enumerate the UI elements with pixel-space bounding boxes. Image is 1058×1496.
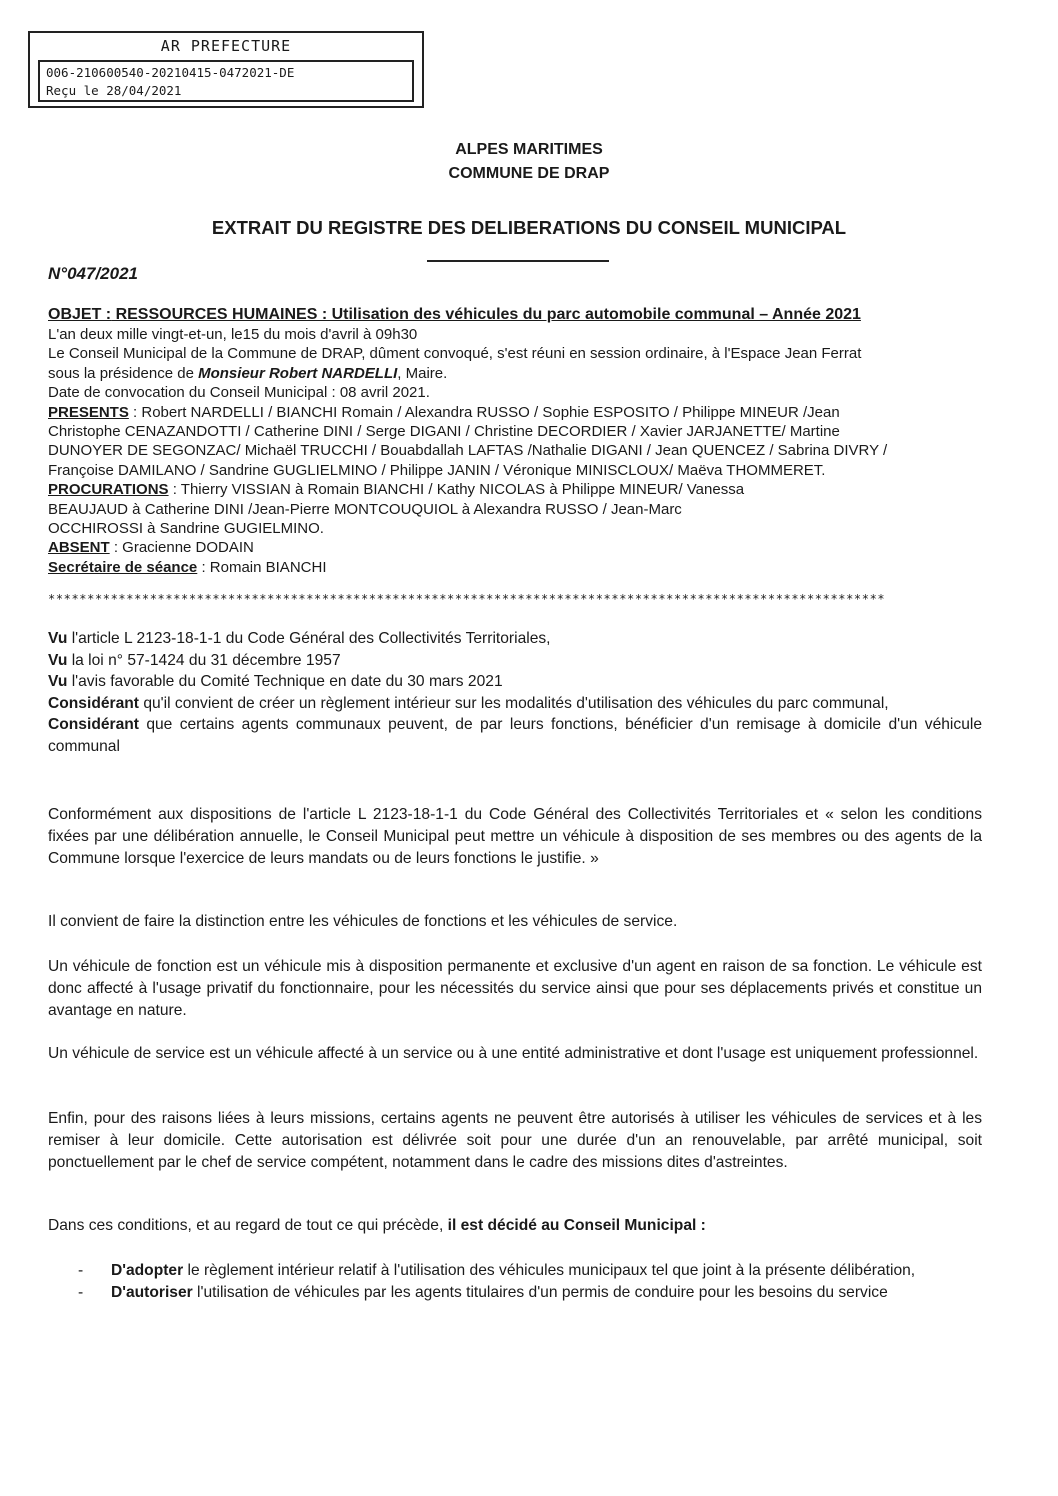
procurations-line (48, 480, 982, 499)
body-paragraph: Un véhicule de fonction est un véhicule mis à disposition permanente et exclusive d'un agent en raison de sa fonction. Le véhicule est donc affecté à l'usage privatif du fonctionnaire, pour les nécessités du service ainsi que pour ses déplacements privés et constitue un avantage en nature. (48, 958, 982, 1019)
presents-line: Christophe CENAZANDOTTI / Catherine DINI / Serge DIGANI / Christine DECORDIER / Xavier JARJANETTE/ Martine (48, 423, 840, 441)
presents-line: DUNOYER DE SEGONZAC/ Michaël TRUCCHI / Bouabdallah LAFTAS /Nathalie DIGANI / Jean QUENCEZ / Sabrina DIVRY / (48, 442, 888, 460)
bullet-dash: - (78, 1262, 84, 1279)
visa-line (48, 650, 982, 672)
decision-item-text: l'utilisation de véhicules par les agents titulaires d'un permis de conduire pour les besoins du service (192, 1284, 888, 1301)
mayor-name: Monsieur Robert NARDELLI (198, 364, 398, 382)
visa-keyword: Considérant (48, 716, 139, 733)
bullet-dash: - (78, 1284, 84, 1301)
absent-label: ABSENT (48, 539, 110, 557)
visas-block (48, 628, 982, 757)
visa-text: qu'il convient de créer un règlement intérieur sur les modalités d'utilisation des véhicules du parc communal, (138, 694, 889, 712)
presents-line (48, 403, 982, 422)
intro-line: Le Conseil Municipal de la Commune de DRAP, dûment convoqué, s'est réuni en session ordinaire, à l'Espace Jean Ferrat (48, 345, 862, 363)
separator-stars: *********************************************************************************************************** (48, 592, 886, 606)
document-title: EXTRAIT DU REGISTRE DES DELIBERATIONS DU CONSEIL MUNICIPAL (211, 217, 847, 238)
decision-intro (48, 1215, 982, 1237)
prefecture-stamp (28, 31, 424, 108)
deliberation-number: N°047/2021 (48, 264, 138, 283)
convocation-date: Date de convocation du Conseil Municipal : 08 avril 2021. (48, 384, 430, 402)
secretaire-line (48, 558, 982, 577)
stamp-details (38, 60, 414, 102)
absent-line (48, 538, 982, 557)
decision-verb: D'autoriser (111, 1284, 193, 1301)
secretaire-text: : Romain BIANCHI (197, 558, 327, 576)
deliberation-header-block (48, 305, 982, 577)
visa-keyword: Vu (48, 630, 68, 647)
decision-verb: D'adopter (111, 1262, 184, 1279)
visa-text: la loi n° 57-1424 du 31 décembre 1957 (67, 651, 341, 669)
title-divider (427, 260, 609, 262)
decision-text: Dans ces conditions, et au regard de tout ce qui précède, (48, 1217, 448, 1234)
decision-list (48, 1260, 982, 1304)
body-paragraph: Enfin, pour des raisons liées à leurs missions, certains agents ne peuvent être autorisés à utiliser les véhicules de services et à les remiser à leur domicile. Cette autorisation est délivrée soit pour une durée d'un an renouvelable, par arrêté municipal, soit ponctuellement par le chef de service compétent, notamment dans le cadre des missions dites d'astreintes. (48, 1110, 982, 1171)
visa-line (48, 714, 982, 757)
objet-line (48, 305, 982, 325)
department-heading: ALPES MARITIMES (455, 141, 603, 158)
stamp-title: AR PREFECTURE (160, 37, 292, 55)
presents-line: Françoise DAMILANO / Sandrine GUGLIELMINO / Philippe JANIN / Véronique MINISCLOUX/ Maëva THOMMERET. (48, 461, 826, 479)
procurations-text: : Thierry VISSIAN à Romain BIANCHI / Kathy NICOLAS à Philippe MINEUR/ Vanessa (168, 481, 745, 499)
absent-text: : Gracienne DODAIN (109, 539, 254, 557)
intro-text: , Maire. (397, 364, 448, 382)
visa-line (48, 671, 982, 693)
procurations-label: PROCURATIONS (48, 481, 169, 499)
body-paragraph: Conformément aux dispositions de l'article L 2123-18-1-1 du Code Général des Collectivités Territoriales et « selon les conditions fixées par une délibération annuelle, le Conseil Municipal peut mettre un véhicule à disposition de ses membres ou des agents de la Commune lorsque l'exercice de leurs mandats ou de leurs fonctions le justifie. » (48, 806, 982, 867)
visa-keyword: Vu (48, 651, 68, 669)
stamp-reference: 006-210600540-20210415-0472021-DE (46, 65, 295, 80)
decision-item (48, 1282, 982, 1304)
objet-text: RESSOURCES HUMAINES : Utilisation des véhicules du parc automobile communal – Année 2021 (111, 306, 861, 323)
visa-keyword: Vu (48, 673, 68, 690)
visa-line (48, 693, 982, 715)
visa-text: que certains agents communaux peuvent, de par leurs fonctions, bénéficier d'un remisage à domicile d'un véhicule communal (48, 716, 982, 755)
visa-text: l'avis favorable du Comité Technique en date du 30 mars 2021 (67, 673, 503, 690)
stamp-received-date: Reçu le 28/04/2021 (46, 83, 182, 98)
body-paragraph: Un véhicule de service est un véhicule affecté à un service ou à une entité administrative et dont l'usage est uniquement professionnel. (48, 1045, 979, 1062)
objet-label: OBJET : (48, 306, 112, 323)
procurations-line: OCCHIROSSI à Sandrine GUGIELMINO. (48, 520, 324, 538)
procurations-line: BEAUJAUD à Catherine DINI /Jean-Pierre MONTCOUQUIOL à Alexandra RUSSO / Jean-Marc (48, 500, 682, 518)
decision-bold: il est décidé au Conseil Municipal : (447, 1217, 706, 1234)
decision-item-text: le règlement intérieur relatif à l'utilisation des véhicules municipaux tel que joint à la présente délibération, (183, 1262, 916, 1279)
decision-item (48, 1260, 982, 1282)
presents-text: : Robert NARDELLI / BIANCHI Romain / Alexandra RUSSO / Sophie ESPOSITO / Philippe MINEUR /Jean (128, 403, 840, 421)
secretaire-label: Secrétaire de séance (48, 558, 198, 576)
visa-line (48, 628, 982, 650)
presents-label: PRESENTS (48, 403, 129, 421)
intro-line: L'an deux mille vingt-et-un, le15 du mois d'avril à 09h30 (48, 326, 418, 343)
visa-keyword: Considérant (48, 694, 139, 712)
intro-text: sous la présidence de (48, 364, 199, 382)
body-paragraph: Il convient de faire la distinction entre les véhicules de fonctions et les véhicules de service. (48, 913, 678, 930)
visa-text: l'article L 2123-18-1-1 du Code Général des Collectivités Territoriales, (67, 630, 551, 647)
commune-heading: COMMUNE DE DRAP (448, 165, 610, 182)
intro-line (48, 364, 982, 383)
